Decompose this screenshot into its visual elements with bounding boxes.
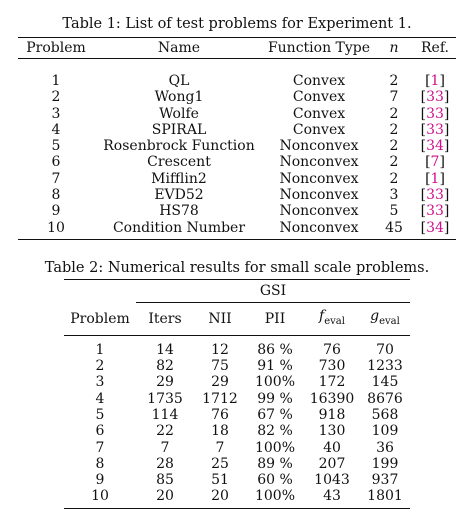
- problem-number: 4: [95, 390, 105, 407]
- problem-name: EVD52: [154, 187, 204, 204]
- nii-value: 20: [211, 488, 229, 505]
- problem-number: 3: [95, 374, 105, 391]
- f-eval-value: 16390: [309, 390, 355, 407]
- table1-caption: Table 1: List of test problems for Experiment 1.: [62, 16, 412, 32]
- table-row: 5 Rosenbrock Function Nonconvex 2 [34]: [18, 138, 456, 154]
- iters-value: 114: [151, 406, 179, 423]
- table-row: 1 QL Convex 2 [1]: [18, 73, 456, 89]
- f-eval-value: 43: [323, 488, 341, 505]
- table-row: 7 Mifflin2 Nonconvex 2 [1]: [18, 171, 456, 187]
- table2-header-iters: Iters: [148, 310, 182, 327]
- table2-header-g-eval: $g_{eval}$: [370, 308, 400, 327]
- table-row: 9 HS78 Nonconvex 5 [33]: [18, 203, 456, 219]
- problem-name: Crescent: [147, 154, 211, 171]
- problem-number: 4: [51, 121, 61, 138]
- problem-number: 6: [95, 423, 105, 440]
- problem-number: 9: [95, 472, 105, 489]
- g-eval-value: 937: [371, 472, 399, 489]
- f-eval-value: 172: [318, 374, 346, 391]
- function-type: Nonconvex: [279, 154, 359, 171]
- iters-value: 28: [156, 455, 174, 472]
- reference-link[interactable]: 1: [430, 73, 440, 89]
- f-eval-value: 76: [323, 341, 341, 358]
- pii-value: 67 %: [257, 406, 293, 423]
- table-row: [64, 456, 410, 472]
- f-eval-value: 130: [318, 423, 346, 440]
- table-row: 10 Condition Number Nonconvex 45 [34]: [18, 220, 456, 240]
- table1-header-function-type: Function Type: [267, 40, 371, 56]
- problem-number: 5: [51, 138, 61, 155]
- pii-value: 100%: [254, 488, 296, 505]
- g-eval-value: 145: [371, 374, 399, 391]
- f-eval-value: 1043: [314, 472, 350, 489]
- dimension-n: 3: [389, 187, 399, 204]
- reference-link[interactable]: 33: [426, 187, 444, 204]
- problem-name: HS78: [159, 203, 199, 220]
- table2-group-row: [64, 280, 410, 303]
- problem-name: Wolfe: [159, 105, 199, 122]
- nii-value: 51: [211, 472, 229, 489]
- pii-value: 82 %: [257, 423, 293, 440]
- table1-header-n: n: [389, 40, 399, 56]
- nii-value: 7: [215, 439, 225, 456]
- problem-name: Condition Number: [112, 219, 246, 236]
- table-row: [64, 423, 410, 439]
- reference-link[interactable]: 33: [426, 105, 444, 122]
- problem-name: Rosenbrock Function: [103, 138, 255, 155]
- g-eval-value: 36: [376, 439, 394, 456]
- function-type: Nonconvex: [279, 203, 359, 220]
- f-eval-value: 40: [323, 439, 341, 456]
- table-row: [64, 440, 410, 456]
- table-row: [64, 488, 410, 508]
- problem-number: 5: [95, 406, 105, 423]
- problem-number: 7: [95, 439, 105, 456]
- iters-value: 29: [156, 374, 174, 391]
- function-type: Nonconvex: [279, 170, 359, 187]
- f-eval-value: 918: [318, 406, 346, 423]
- problem-number: 6: [51, 154, 61, 171]
- iters-value: 85: [156, 472, 174, 489]
- dimension-n: 2: [389, 105, 399, 122]
- problem-name: SPIRAL: [151, 121, 207, 138]
- function-type: Convex: [292, 105, 346, 122]
- problem-number: 2: [51, 89, 61, 106]
- pii-value: 100%: [254, 374, 296, 391]
- nii-value: 18: [211, 423, 229, 440]
- nii-value: 29: [211, 374, 229, 391]
- table-row: 8 EVD52 Nonconvex 3 [33]: [18, 187, 456, 203]
- pii-value: 99 %: [257, 390, 293, 407]
- table-row: 2 Wong1 Convex 7 [33]: [18, 89, 456, 105]
- table-row: [64, 335, 410, 358]
- nii-value: 75: [211, 358, 229, 375]
- g-eval-value: 568: [371, 406, 399, 423]
- reference-link[interactable]: 7: [430, 154, 440, 171]
- table1-header-row: [18, 38, 456, 59]
- problem-number: 8: [95, 455, 105, 472]
- g-eval-value: 1801: [367, 488, 403, 505]
- problem-number: 1: [51, 73, 61, 89]
- nii-value: 76: [211, 406, 229, 423]
- g-eval-value: 199: [371, 455, 399, 472]
- table-row: [64, 358, 410, 374]
- iters-value: 7: [160, 439, 170, 456]
- table1-header-ref: Ref.: [421, 40, 449, 56]
- table2-header-row: [64, 303, 410, 336]
- f-eval-value: 730: [318, 358, 346, 375]
- table-row: 4 SPIRAL Convex 2 [33]: [18, 122, 456, 138]
- nii-value: 12: [211, 341, 229, 358]
- iters-value: 14: [156, 341, 174, 358]
- dimension-n: 2: [389, 121, 399, 138]
- pii-value: 91 %: [257, 358, 293, 375]
- nii-value: 1712: [202, 390, 238, 407]
- table2-header-problem: Problem: [70, 310, 130, 327]
- function-type: Convex: [292, 121, 346, 138]
- function-type: Convex: [292, 73, 346, 89]
- table2-header-pii: PII: [264, 310, 286, 327]
- pii-value: 100%: [254, 439, 296, 456]
- pii-value: 86 %: [257, 341, 293, 358]
- table1-header-problem: Problem: [26, 40, 86, 56]
- g-eval-value: 109: [371, 423, 399, 440]
- problem-number: 2: [95, 358, 105, 375]
- g-eval-value: 70: [376, 341, 394, 358]
- f-eval-value: 207: [318, 455, 346, 472]
- table1: [18, 37, 456, 240]
- pii-value: 89 %: [257, 455, 293, 472]
- nii-value: 25: [211, 455, 229, 472]
- table2-body: [64, 335, 410, 508]
- pii-value: 60 %: [257, 472, 293, 489]
- table2-header-f-eval: $f_{eval}$: [319, 308, 345, 327]
- dimension-n: 5: [389, 203, 399, 220]
- table2-header-nii: NII: [208, 310, 232, 327]
- table-row: [64, 407, 410, 423]
- reference-link[interactable]: 1: [430, 170, 440, 187]
- problem-number: 10: [91, 488, 109, 505]
- problem-number: 7: [51, 170, 61, 187]
- table-row: 6 Crescent Nonconvex 2 [7]: [18, 154, 456, 170]
- reference-link[interactable]: 33: [426, 121, 444, 138]
- table1-header-name: Name: [157, 40, 201, 56]
- table2-group-header: GSI: [136, 280, 410, 303]
- table-row: [64, 374, 410, 390]
- g-eval-value: 8676: [367, 390, 403, 407]
- problem-number: 1: [95, 341, 105, 358]
- table2: [64, 279, 410, 509]
- iters-value: 1735: [147, 390, 183, 407]
- function-type: Nonconvex: [279, 187, 359, 204]
- problem-number: 9: [51, 203, 61, 220]
- problem-name: Mifflin2: [151, 170, 207, 187]
- dimension-n: 2: [389, 73, 399, 89]
- problem-number: 8: [51, 187, 61, 204]
- dimension-n: 2: [389, 154, 399, 171]
- dimension-n: 2: [389, 138, 399, 155]
- table-row: 3 Wolfe Convex 2 [33]: [18, 106, 456, 122]
- reference-link[interactable]: 33: [426, 89, 444, 106]
- g-eval-value: 1233: [367, 358, 403, 375]
- table2-caption: Table 2: Numerical results for small scale problems.: [44, 260, 430, 276]
- iters-value: 20: [156, 488, 174, 505]
- problem-number: 3: [51, 105, 61, 122]
- reference-link[interactable]: 34: [426, 138, 444, 155]
- dimension-n: 2: [389, 170, 399, 187]
- table-row: [64, 391, 410, 407]
- problem-number: 10: [47, 219, 65, 236]
- iters-value: 82: [156, 358, 174, 375]
- table1-body: [18, 59, 456, 240]
- problem-name: QL: [168, 73, 190, 89]
- iters-value: 22: [156, 423, 174, 440]
- reference-link[interactable]: 33: [426, 203, 444, 220]
- problem-name: Wong1: [154, 89, 204, 106]
- dimension-n: 45: [385, 219, 403, 236]
- function-type: Convex: [292, 89, 346, 106]
- dimension-n: 7: [389, 89, 399, 106]
- reference-link[interactable]: 34: [426, 219, 444, 236]
- function-type: Nonconvex: [279, 219, 359, 236]
- table-row: [64, 472, 410, 488]
- function-type: Nonconvex: [279, 138, 359, 155]
